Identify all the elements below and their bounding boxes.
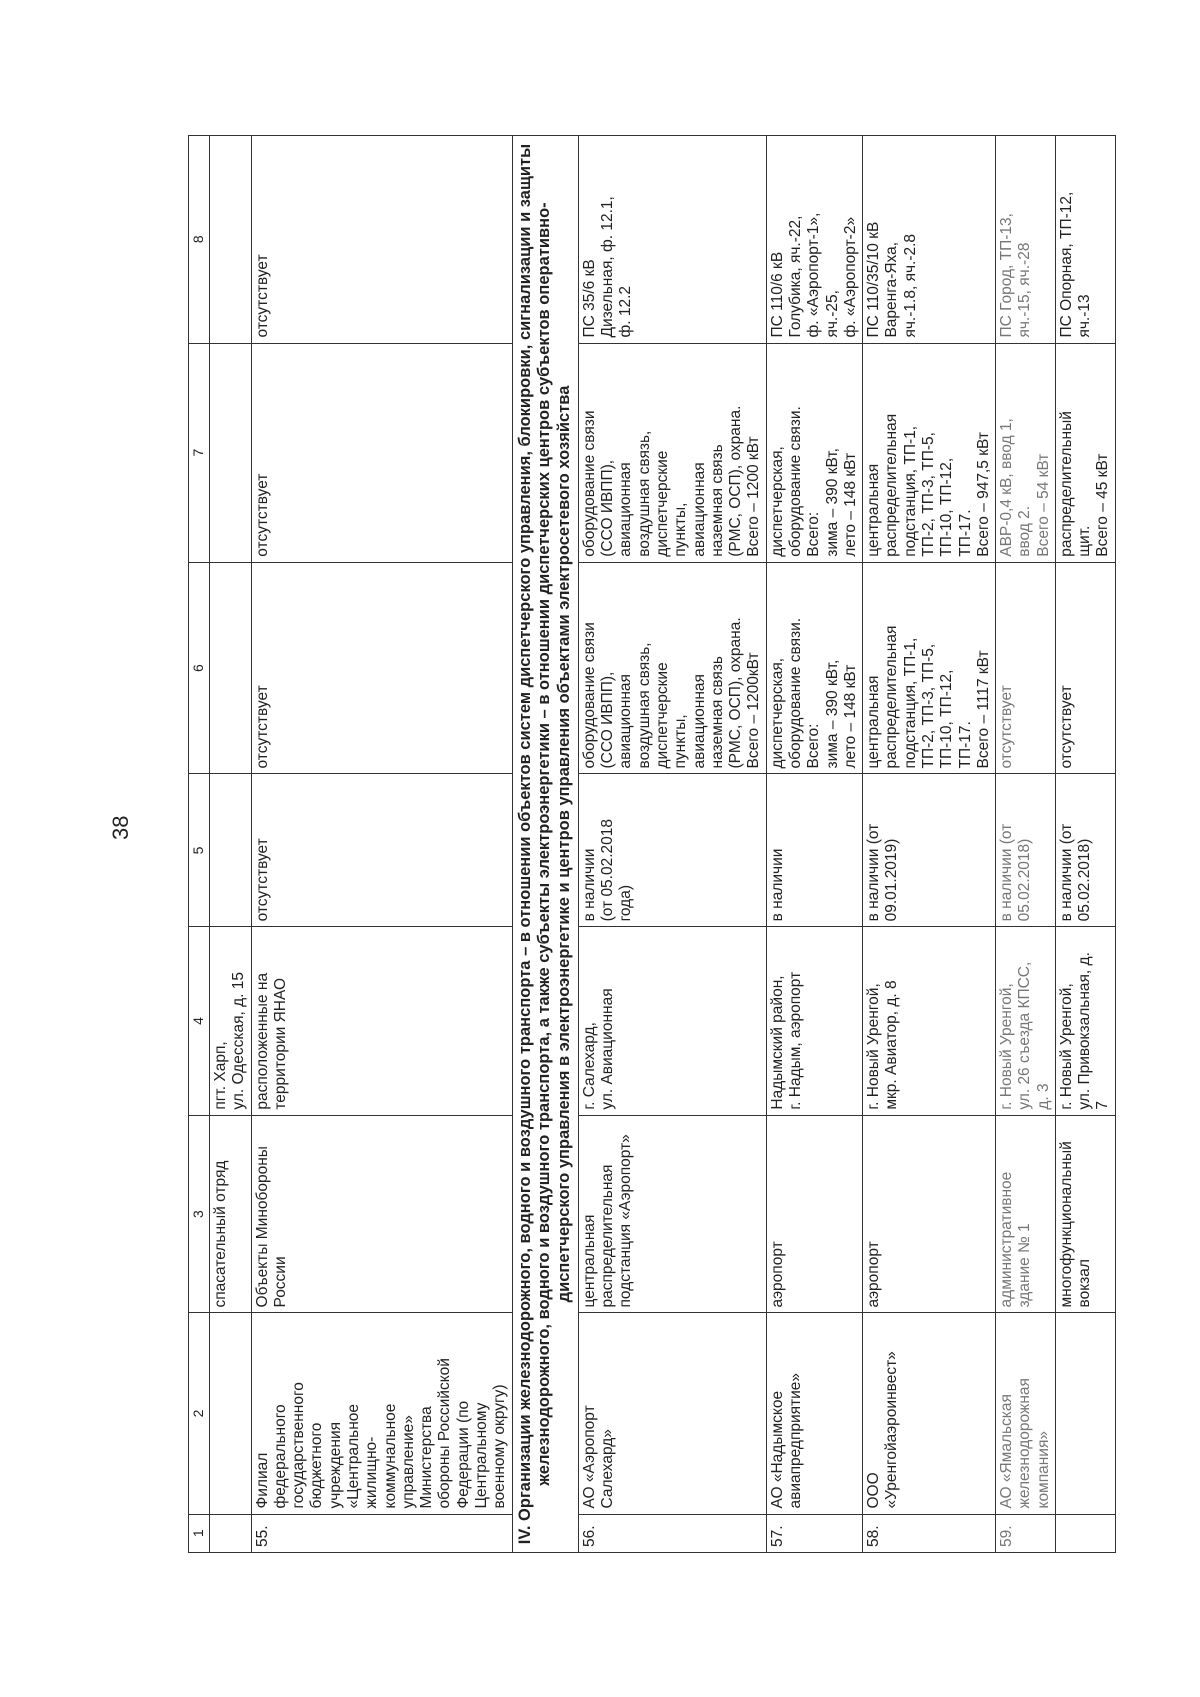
- table-cell-c7: центральная распределительная подстанция, ТП-1, ТП-2, ТП-3, ТП-5, ТП-10, ТП-12, ТП-17. Всего – 947,5 кВт: [863, 343, 996, 562]
- table-cell-c2: ООО «Уренгойаэроинвест»: [863, 1313, 996, 1514]
- page-number: 38: [108, 815, 133, 840]
- header-cell: 2: [189, 1313, 210, 1514]
- table-cell-c7: отсутствует: [251, 343, 512, 562]
- table-cell-c7: распределительный щит. Всего – 45 кВт: [1055, 343, 1115, 562]
- table-cell-c1: 58.: [863, 1514, 996, 1552]
- table-cell-c4: г. Новый Уренгой, ул. Привокзальная, д. 7: [1055, 927, 1115, 1115]
- table-cell-c5: в наличии: [766, 774, 862, 927]
- table-row: [210, 136, 252, 1553]
- table-cell-c2: АО «Надымское авиапредприятие»: [766, 1313, 862, 1514]
- table-row: [251, 136, 512, 1553]
- header-cell: 3: [189, 1115, 210, 1313]
- header-cell: 1: [189, 1514, 210, 1552]
- table-cell-c7: диспетчерская, оборудование связи. Всего: зима – 390 кВт, лето – 148 кВт: [766, 343, 862, 562]
- section-row: [512, 136, 578, 1553]
- table-cell-c3: спасательный отряд: [210, 1115, 252, 1313]
- table-row: [578, 136, 766, 1553]
- table-cell-c8: ПС Опорная, ТП-12, яч.-13: [1055, 136, 1115, 344]
- table-row: [766, 136, 862, 1553]
- table-cell-c3: административное здание № 1: [996, 1115, 1056, 1313]
- table-cell-c8: ПС Город, ТП-13, яч.-15, яч.-28: [996, 136, 1056, 344]
- table-cell-c7: АВР-0,4 кВ, ввод 1, ввод 2. Всего – 54 кВт: [996, 343, 1056, 562]
- table-row: [996, 136, 1056, 1553]
- table-cell-c2: АО «Аэропорт Салехард»: [578, 1313, 766, 1514]
- table-cell-c3: аэропорт: [863, 1115, 996, 1313]
- table-cell-c7: [210, 343, 252, 562]
- table-cell-c6: оборудование связи (ССО ИВПП), авиационная воздушная связь, диспетчерские пункты, авиационная наземная связь (РМС, ОСП), охрана. Всего – 1200кВт: [578, 562, 766, 774]
- header-cell: 7: [189, 343, 210, 562]
- table-cell-c6: отсутствует: [996, 562, 1056, 774]
- table-cell-c1: [210, 1514, 252, 1552]
- table-cell-c2: [1055, 1313, 1115, 1514]
- table-cell-c8: отсутствует: [251, 136, 512, 344]
- table-cell-c6: диспетчерская, оборудование связи. Всего: зима – 390 кВт, лето – 148 кВт: [766, 562, 862, 774]
- table-cell-c6: отсутствует: [251, 562, 512, 774]
- table-cell-c5: в наличии (от 05.02.2018 года): [578, 774, 766, 927]
- table-cell-c3: центральная распределительная подстанция «Аэропорт»: [578, 1115, 766, 1313]
- table-cell-c4: г. Новый Уренгой, мкр. Авиатор, д. 8: [863, 927, 996, 1115]
- header-cell: 8: [189, 136, 210, 344]
- section-title: IV. Организации железнодорожного, водного и воздушного транспорта – в отношении объектов систем диспетчерского управления, блокировки, сигнализации и защиты железнодорожного, водного и воздушного транспорта, а также субъекты электроэнергетики – в отношении диспетчерских центров субъектов оперативно-диспетчерского управления в электроэнергетике и центров управления объектами электросетевого хозяйства: [512, 136, 578, 1553]
- table-cell-c5: в наличии (от 05.02.2018): [996, 774, 1056, 927]
- table-cell-c1: 55.: [251, 1514, 512, 1552]
- table-cell-c8: ПС 110/35/10 кВ Варенга-Яха, яч.-1.8, яч.-2.8: [863, 136, 996, 344]
- table-cell-c5: в наличии (от 05.02.2018): [1055, 774, 1115, 927]
- table-cell-c7: оборудование связи (ССО ИВПП), авиационная воздушная связь, диспетчерские пункты, авиационная наземная связь (РМС, ОСП), охрана. Всего – 1200 кВт: [578, 343, 766, 562]
- header-cell: 5: [189, 774, 210, 927]
- table-cell-c4: г. Новый Уренгой, ул. 26 съезда КПСС, д. 3: [996, 927, 1056, 1115]
- table-cell-c8: ПС 35/6 кВ Дизельная, ф. 12.1, ф. 12.2: [578, 136, 766, 344]
- table-cell-c2: [210, 1313, 252, 1514]
- table-cell-c4: пгт. Харп, ул. Одесская, д. 15: [210, 927, 252, 1115]
- table-cell-c1: 57.: [766, 1514, 862, 1552]
- table-cell-c6: отсутствует: [1055, 562, 1115, 774]
- rotated-table-wrapper: [188, 135, 1112, 1553]
- header-row: [189, 136, 210, 1553]
- table-cell-c1: 56.: [578, 1514, 766, 1552]
- table-cell-c3: аэропорт: [766, 1115, 862, 1313]
- table-cell-c4: расположенные на территории ЯНАО: [251, 927, 512, 1115]
- table-cell-c5: в наличии (от 09.01.2019): [863, 774, 996, 927]
- table-cell-c4: Надымский район, г. Надым, аэропорт: [766, 927, 862, 1115]
- table-cell-c5: отсутствует: [251, 774, 512, 927]
- table-cell-c1: 59.: [996, 1514, 1056, 1552]
- table-cell-c8: ПС 110/6 кВ Голубика, яч.-22, ф. «Аэропорт-1», яч.-25, ф. «Аэропорт-2»: [766, 136, 862, 344]
- table-cell-c6: [210, 562, 252, 774]
- table-row: [863, 136, 996, 1553]
- table-cell-c3: многофункциональный вокзал: [1055, 1115, 1115, 1313]
- header-cell: 6: [189, 562, 210, 774]
- table-cell-c4: г. Салехард, ул. Авиационная: [578, 927, 766, 1115]
- data-table: [188, 135, 1116, 1553]
- table-cell-c2: АО «Ямальская железнодорожная компания»: [996, 1313, 1056, 1514]
- table-cell-c6: центральная распределительная подстанция, ТП-1, ТП-2, ТП-3, ТП-5, ТП-10, ТП-12, ТП-17. Всего – 1117 кВт: [863, 562, 996, 774]
- header-cell: 4: [189, 927, 210, 1115]
- table-row: [1055, 136, 1115, 1553]
- table-cell-c8: [210, 136, 252, 344]
- table-cell-c2: Филиал федерального государственного бюджетного учреждения «Центральное жилищно- коммунальное управление» Министерства обороны Российской Федерации (по Центральному военному округу): [251, 1313, 512, 1514]
- table-cell-c1: [1055, 1514, 1115, 1552]
- table-cell-c3: Объекты Минобороны России: [251, 1115, 512, 1313]
- table-cell-c5: [210, 774, 252, 927]
